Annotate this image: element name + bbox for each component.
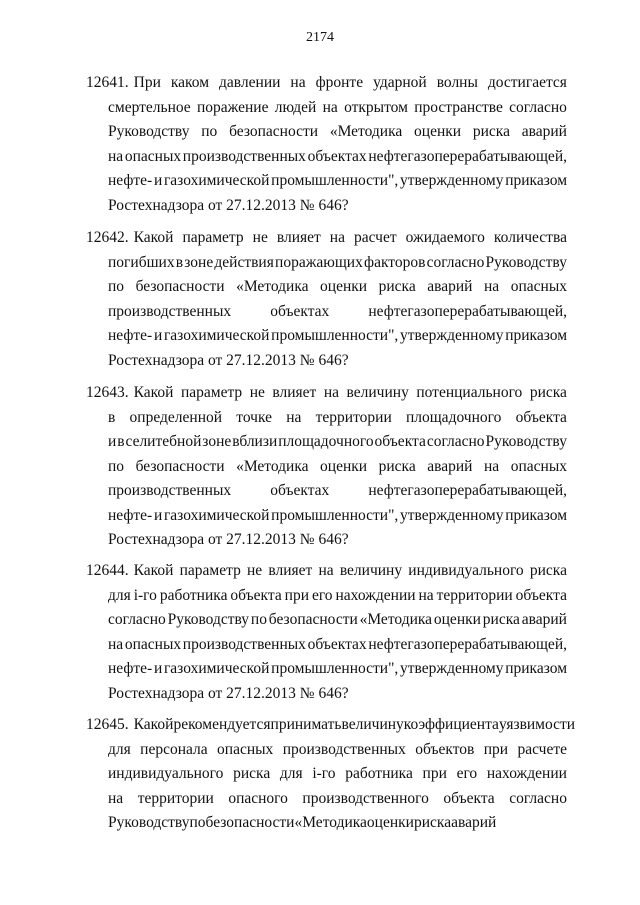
word: и <box>153 172 163 189</box>
word: промышленности", <box>271 506 399 524</box>
word: влияет <box>272 384 317 401</box>
word: и <box>108 433 117 450</box>
word: Какой <box>133 716 174 733</box>
word: территории <box>436 586 513 604</box>
word: опасного <box>228 789 288 807</box>
word: на <box>322 98 338 116</box>
word: на <box>318 562 334 579</box>
word: Ростехнадзора от 27.12.2013 № 646? <box>108 531 349 548</box>
word: утвержденному <box>400 506 504 524</box>
word: на <box>323 384 340 401</box>
word: риска <box>482 611 520 628</box>
question-number: 12641. <box>86 74 129 91</box>
question-number: 12645. <box>86 716 129 733</box>
word: людей <box>274 98 317 116</box>
word: согласно <box>509 789 567 807</box>
word: при <box>284 586 309 604</box>
word: приказом <box>505 506 567 524</box>
word: на <box>286 408 302 426</box>
word: по <box>201 123 218 140</box>
word: для <box>279 765 303 782</box>
word: величину <box>341 716 404 733</box>
question-line <box>86 226 567 251</box>
word: Какой <box>133 384 174 401</box>
word: нефте- <box>108 327 153 344</box>
word: количества <box>493 229 567 246</box>
word: на <box>329 229 345 246</box>
word: оценки <box>414 123 462 140</box>
word: газохимической <box>163 172 270 189</box>
word: и <box>153 327 163 344</box>
word: на <box>108 635 124 653</box>
word: производственных <box>282 740 406 758</box>
word: нефтегазоперерабатывающей, <box>368 482 567 499</box>
word: промышленности", <box>271 660 399 677</box>
word: приказом <box>505 172 567 189</box>
word: индивидуального <box>408 562 524 579</box>
word: объектах <box>270 302 330 320</box>
word: нефтегазоперерабатывающей, <box>368 147 567 165</box>
question-line <box>86 504 567 529</box>
word: «Методика <box>329 123 403 140</box>
word: по <box>189 814 206 831</box>
word: i-го <box>312 765 336 782</box>
word: согласно <box>426 433 485 450</box>
word: производственных <box>108 302 232 320</box>
word: риска <box>378 457 416 475</box>
word: риска <box>529 384 567 401</box>
word: «Методика <box>236 278 309 295</box>
word: влияет <box>268 562 313 579</box>
word: для <box>108 740 131 758</box>
word: опасных <box>217 740 274 758</box>
word: промышленности", <box>271 172 399 189</box>
word: его <box>311 586 333 604</box>
question-number: 12642. <box>86 229 129 246</box>
word: на <box>290 74 306 91</box>
word: оценки <box>320 457 368 475</box>
word: вблизи <box>232 433 278 450</box>
word: коэффициента <box>403 716 499 733</box>
word: нахождении <box>486 765 567 782</box>
word: параметр <box>182 229 244 246</box>
question-12641 <box>86 71 567 218</box>
word: по <box>108 278 125 295</box>
word: работника <box>345 765 413 782</box>
question-number: 12644. <box>86 562 129 579</box>
word: безопасности <box>205 814 295 831</box>
question-line <box>86 713 576 738</box>
word: Руководству <box>167 611 250 628</box>
word: определенной <box>129 408 223 426</box>
word: утвержденному <box>400 172 504 189</box>
question-12645 <box>86 713 576 836</box>
word: «Методика <box>236 457 309 475</box>
word: не <box>252 229 268 246</box>
question-lead <box>86 381 173 406</box>
word: по <box>108 457 125 475</box>
word: принимать <box>270 716 342 733</box>
question-12643 <box>86 381 567 553</box>
question-line <box>86 528 567 553</box>
question-line <box>86 608 567 633</box>
question-line <box>86 406 567 431</box>
word: согласно <box>108 611 166 628</box>
word: аварий <box>427 278 473 295</box>
word: на <box>108 147 124 165</box>
word: на <box>418 586 434 604</box>
word: нефте- <box>108 660 153 677</box>
question-line <box>86 762 567 787</box>
question-line <box>86 657 567 682</box>
word: Ростехнадзора от 27.12.2013 № 646? <box>108 196 349 214</box>
word: «Методика <box>359 611 433 628</box>
word: Ростехнадзора от 27.12.2013 № 646? <box>108 684 349 702</box>
word: поражение <box>196 98 269 116</box>
word: площадочного <box>405 408 502 426</box>
word: не <box>249 384 265 401</box>
word: нефте- <box>108 172 153 189</box>
word: его <box>456 765 478 782</box>
word: риска <box>472 123 510 140</box>
question-line <box>86 71 567 96</box>
word: на <box>484 457 500 475</box>
word: волны <box>436 74 478 91</box>
word: каком <box>170 74 210 91</box>
word: При <box>133 74 161 91</box>
word: смертельное <box>108 98 191 116</box>
word: территории <box>315 408 392 426</box>
word: не <box>247 562 263 579</box>
word: по <box>250 611 267 628</box>
word: Руководству <box>108 814 190 831</box>
word: давлении <box>219 74 281 91</box>
word: производственных <box>108 482 232 499</box>
word: риска <box>529 562 567 579</box>
word: объекта <box>230 586 282 604</box>
word: в <box>175 253 184 271</box>
word: опасных <box>124 147 182 165</box>
word: объекта <box>515 408 567 426</box>
word: зоне <box>202 433 232 450</box>
question-line <box>86 479 567 504</box>
word: согласно <box>426 253 485 271</box>
word: при <box>483 740 509 758</box>
word: аварий <box>427 457 473 475</box>
question-12644 <box>86 559 567 706</box>
word: действия <box>214 253 274 271</box>
question-line <box>86 251 567 276</box>
question-line <box>86 381 567 406</box>
word: риска <box>233 765 271 782</box>
word: нефтегазоперерабатывающей, <box>368 635 567 653</box>
word: опасных <box>124 635 182 653</box>
word: приказом <box>505 327 567 344</box>
word: риска <box>378 278 416 295</box>
word: параметр <box>180 384 243 401</box>
word: утвержденному <box>400 327 504 344</box>
question-line <box>86 96 567 121</box>
word: площадочного <box>278 433 374 450</box>
word: персонала <box>140 740 208 758</box>
word: фронте <box>315 74 364 91</box>
word: согласно <box>509 98 567 116</box>
word: зоне <box>184 253 214 271</box>
word: аварий <box>521 611 567 628</box>
word: нефтегазоперерабатывающей, <box>368 302 567 320</box>
word: территории <box>137 789 214 807</box>
question-number: 12643. <box>86 384 129 401</box>
word: безопасности <box>229 123 319 140</box>
word: приказом <box>505 660 567 677</box>
word: на <box>108 789 124 807</box>
word: Какой <box>133 229 174 246</box>
question-line <box>86 194 567 219</box>
word: опасных <box>510 278 567 295</box>
word: открытом <box>344 98 408 116</box>
question-line <box>86 275 567 300</box>
word: на <box>484 278 500 295</box>
question-lead <box>86 559 173 584</box>
word: нахождении <box>335 586 416 604</box>
word: Руководству <box>485 433 567 450</box>
word: нефте- <box>108 506 153 524</box>
question-line <box>86 120 567 145</box>
word: объекта <box>374 433 426 450</box>
question-line <box>86 324 567 349</box>
word: оценки <box>320 278 368 295</box>
word: поражающих <box>275 253 363 271</box>
word: промышленности", <box>271 327 399 344</box>
question-line <box>86 559 567 584</box>
question-line <box>86 430 567 455</box>
question-line <box>86 811 567 836</box>
word: достигается <box>487 74 567 91</box>
question-12642 <box>86 226 567 373</box>
word: безопасности <box>135 278 225 295</box>
word: объектах <box>307 147 367 165</box>
word: работника <box>159 586 228 604</box>
word: i-го <box>133 586 157 604</box>
word: объектах <box>307 635 367 653</box>
word: Какой <box>133 562 174 579</box>
page-number: 2174 <box>306 30 334 45</box>
word: селитебной <box>125 433 202 450</box>
question-line <box>86 787 567 812</box>
question-line <box>86 349 567 374</box>
word: уязвимости <box>498 716 576 733</box>
word: при <box>422 765 447 782</box>
word: безопасности <box>135 457 225 475</box>
word: Ростехнадзора от 27.12.2013 № 646? <box>108 351 349 369</box>
word: и <box>153 660 163 677</box>
word: и <box>153 506 163 524</box>
word: оценки <box>366 814 414 831</box>
word: объекта <box>515 586 567 604</box>
question-line <box>86 682 567 707</box>
word: для <box>108 586 131 604</box>
word: величину <box>339 562 403 579</box>
word: точке <box>236 408 273 426</box>
word: производственных <box>182 635 306 653</box>
word: в <box>108 408 116 426</box>
word: рекомендуется <box>173 716 271 733</box>
word: аварий <box>521 123 567 140</box>
question-lead <box>86 713 173 738</box>
question-line <box>86 145 567 170</box>
word: аварий <box>451 814 497 831</box>
word: пространстве <box>414 98 503 116</box>
word: влияет <box>276 229 321 246</box>
word: производственного <box>302 789 429 807</box>
word: в <box>117 433 125 450</box>
word: объекта <box>443 789 495 807</box>
question-lead <box>86 226 173 251</box>
word: утвержденному <box>400 660 504 677</box>
word: «Методика <box>294 814 367 831</box>
question-line <box>86 169 567 194</box>
word: безопасности <box>268 611 358 628</box>
word: объектах <box>270 482 330 499</box>
question-line <box>86 455 567 480</box>
word: Руководству <box>108 123 190 140</box>
word: погибших <box>108 253 175 271</box>
word: расчет <box>353 229 397 246</box>
word: ожидаемого <box>405 229 485 246</box>
word: величину <box>346 384 409 401</box>
question-line <box>86 633 567 658</box>
question-line <box>86 300 567 325</box>
question-line <box>86 584 567 609</box>
question-lead <box>86 71 161 96</box>
question-line <box>86 738 567 763</box>
word: индивидуального <box>108 765 224 782</box>
word: факторов <box>364 253 426 271</box>
word: параметр <box>179 562 241 579</box>
word: объектов <box>415 740 475 758</box>
word: оценки <box>433 611 481 628</box>
word: газохимической <box>163 327 270 344</box>
word: производственных <box>182 147 306 165</box>
word: газохимической <box>163 660 270 677</box>
word: расчете <box>517 740 567 758</box>
word: газохимической <box>163 506 270 524</box>
word: ударной <box>373 74 427 91</box>
word: потенциального <box>416 384 523 401</box>
word: риска <box>413 814 452 831</box>
word: Руководству <box>485 253 567 271</box>
word: опасных <box>510 457 567 475</box>
